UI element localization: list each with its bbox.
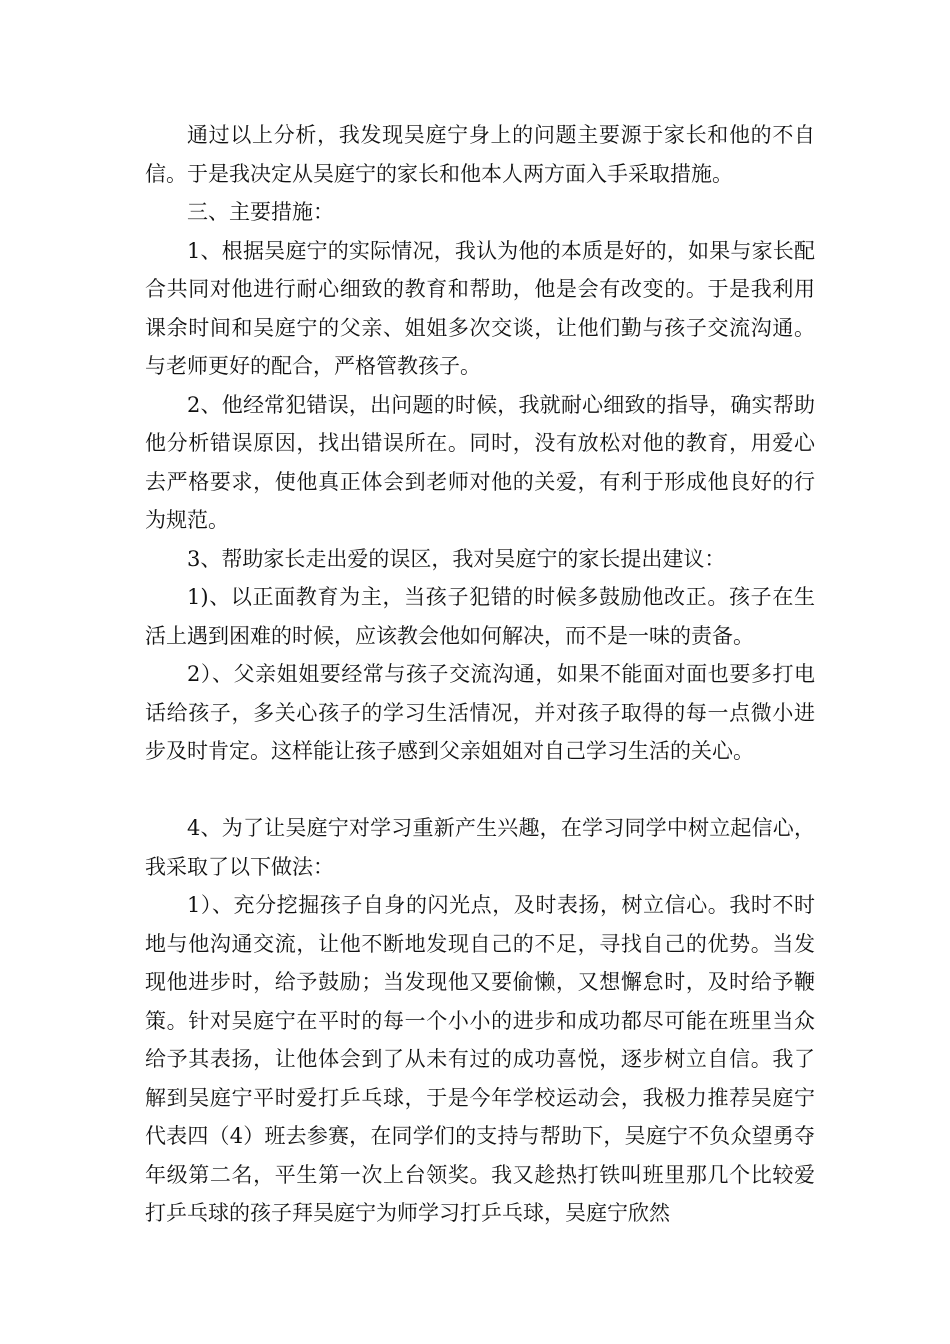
paragraph-measure-1: 1、根据吴庭宁的实际情况，我认为他的本质是好的，如果与家长配合共同对他进行耐心细致的教育和帮助，他是会有改变的。于是我利用课余时间和吴庭宁的父亲、姐姐多次交谈，让他们勤与孩子交流沟通。与老师更好的配合，严格管教孩子。 <box>145 238 815 378</box>
paragraph-measure-3-item-1: 1)、以正面教育为主，当孩子犯错的时候多鼓励他改正。孩子在生活上遇到困难的时候，应该教会他如何解决，而不是一味的责备。 <box>145 585 815 648</box>
section-heading-main-measures: 三、主要措施： <box>187 200 334 224</box>
paragraph-measure-2: 2、他经常犯错误，出问题的时候，我就耐心细致的指导，确实帮助他分析错误原因，找出错误所在。同时，没有放松对他的教育，用爱心去严格要求，使他真正体会到老师对他的关爱，有利于形成他良好的行为规范。 <box>145 392 815 532</box>
paragraph-analysis-conclusion: 通过以上分析，我发现吴庭宁身上的问题主要源于家长和他的不自信。于是我决定从吴庭宁的家长和他本人两方面入手采取措施。 <box>145 123 815 186</box>
paragraph-measure-3-item-2: 2）、父亲姐姐要经常与孩子交流沟通，如果不能面对面也要多打电话给孩子，多关心孩子的学习生活情况，并对孩子取得的每一点微小进步及时肯定。这样能让孩子感到父亲姐姐对自己学习生活的关心。 <box>145 662 815 763</box>
paragraph-spacer <box>145 771 815 810</box>
paragraph-measure-4-item-1: 1）、充分挖掘孩子自身的闪光点，及时表扬，树立信心。我时不时地与他沟通交流，让他不断地发现自己的不足，寻找自己的优势。当发现他进步时，给予鼓励；当发现他又要偷懒，又想懈怠时，及时给予鞭策。针对吴庭宁在平时的每一个小小的进步和成功都尽可能在班里当众给予其表扬，让他体会到了从未有过的成功喜悦，逐步树立自信。我了解到吴庭宁平时爱打乒乓球，于是今年学校运动会，我极力推荐吴庭宁代表四（4）班去参赛，在同学们的支持与帮助下，吴庭宁不负众望勇夺年级第二名，平生第一次上台领奖。我又趁热打铁叫班里那几个比较爱打乒乓球的孩子拜吴庭宁为师学习打乒乓球，吴庭宁欣然 <box>145 893 815 1225</box>
paragraph-measure-4: 4、为了让吴庭宁对学习重新产生兴趣，在学习同学中树立起信心，我采取了以下做法： <box>145 816 815 879</box>
document-body <box>145 116 815 1233</box>
paragraph-measure-3: 3、帮助家长走出爱的误区，我对吴庭宁的家长提出建议： <box>187 546 726 571</box>
